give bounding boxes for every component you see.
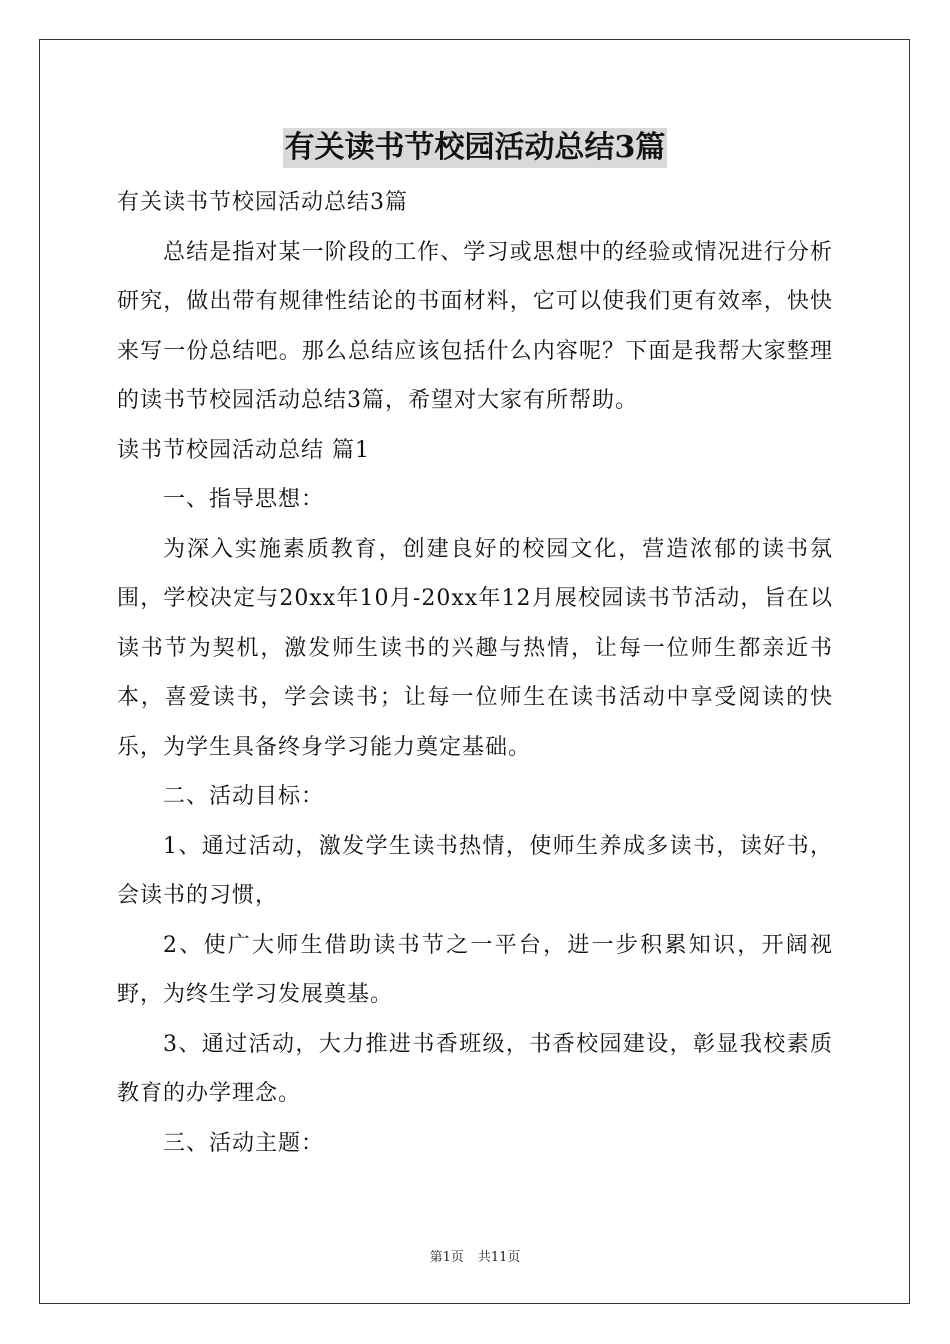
paragraph: 二、活动目标： <box>163 784 325 809</box>
section-heading: 读书节校园活动总结 篇1 <box>117 437 370 463</box>
title-area <box>0 128 950 168</box>
page-total: 共11页 <box>477 1250 521 1265</box>
paragraph: 3、通过活动，大力推进书香班级，书香校园建设，彰显我校素质教育的办学理念。 <box>117 1031 833 1106</box>
page-number: 第1页 <box>429 1250 464 1265</box>
paragraph: 有关读书节校园活动总结3篇 <box>117 190 408 215</box>
paragraph: 为深入实施素质教育，创建良好的校园文化，营造浓郁的读书氛围，学校决定与20xx年10月-20xx年12月展校园读书节活动，旨在以读书节为契机，激发师生读书的兴趣与热情，让每一位师生都亲近书本，喜爱读书，学会读书；让每一位师生在读书活动中享受阅读的快乐，为学生具备终身学习能力奠定基础。 <box>117 536 833 760</box>
page-footer <box>0 1246 950 1265</box>
paragraph: 2、使广大师生借助读书节之一平台，进一步积累知识，开阔视野，为终生学习发展奠基。 <box>117 932 833 1007</box>
document-title: 有关读书节校园活动总结3篇 <box>283 128 668 168</box>
paragraph: 总结是指对某一阶段的工作、学习或思想中的经验或情况进行分析研究，做出带有规律性结论的书面材料，它可以使我们更有效率，快快来写一份总结吧。那么总结应该包括什么内容呢？下面是我帮大家整理的读书节校园活动总结3篇，希望对大家有所帮助。 <box>117 239 833 413</box>
document-body <box>117 178 833 1168</box>
paragraph: 三、活动主题： <box>163 1130 325 1156</box>
paragraph: 1、通过活动，激发学生读书热情，使师生养成多读书，读好书，会读书的习惯， <box>117 833 833 908</box>
paragraph: 一、指导思想： <box>163 487 325 512</box>
